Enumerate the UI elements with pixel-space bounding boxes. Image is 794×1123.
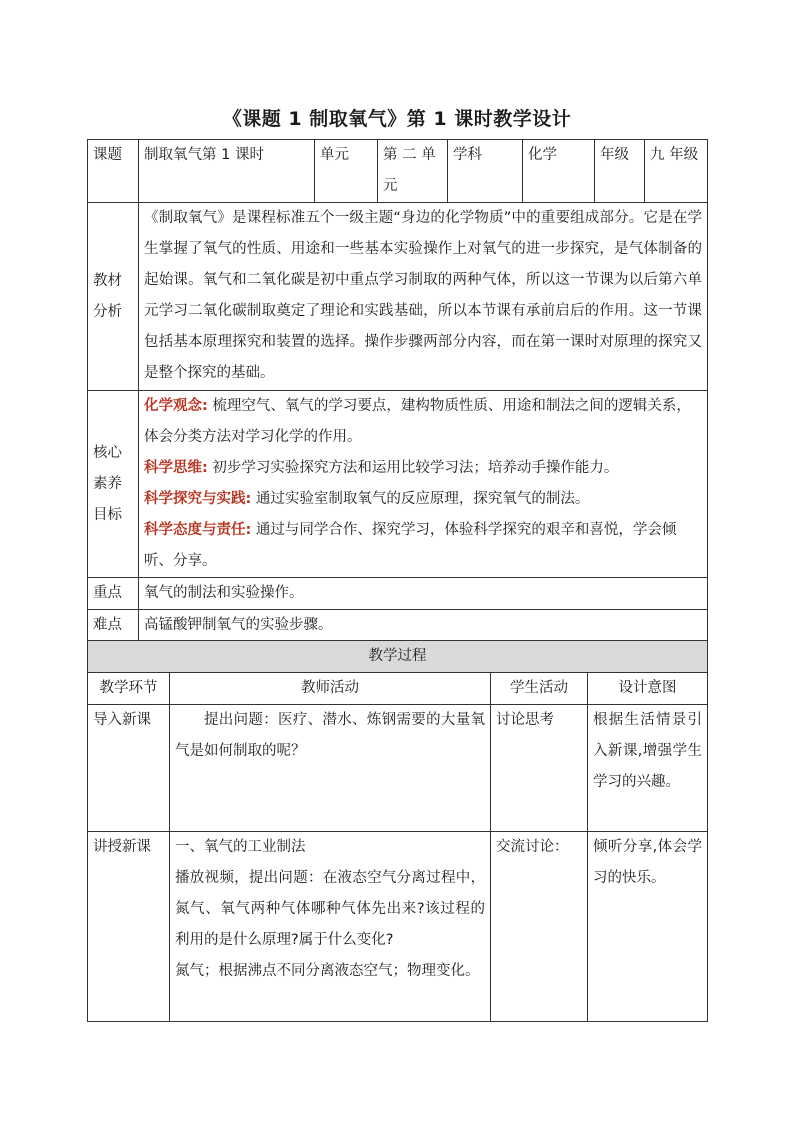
- difficulty-row: [88, 610, 708, 642]
- analysis-row: [88, 203, 708, 391]
- column-header: 设计意图: [588, 673, 708, 705]
- unit-value: 第 二 单元: [378, 140, 448, 203]
- unit-label: 单元: [315, 140, 378, 203]
- process-header-row: [88, 673, 708, 705]
- teacher-line: 氮气；根据沸点不同分离液态空气；物理变化。: [175, 963, 480, 979]
- literacy-goal: [144, 484, 702, 515]
- literacy-goals: [139, 391, 708, 578]
- column-header: 学生活动: [491, 673, 588, 705]
- literacy-goal: [144, 515, 702, 577]
- process-heading: 教学过程: [88, 641, 708, 673]
- key-point-label: 重点: [88, 578, 139, 610]
- key-point-row: [88, 578, 708, 610]
- column-header: 教学环节: [88, 673, 170, 705]
- student-cell: 交流讨论：: [491, 832, 588, 1022]
- analysis-label: 教材分析: [88, 203, 139, 391]
- teacher-line: 播放视频，提出问题：在液态空气分离过程中，氮气、氧气两种气体哪种气体先出来?该过程的利用的是什么原理?属于什么变化?: [175, 870, 485, 948]
- analysis-text: 《制取氧气》是课程标准五个一级主题“身边的化学物质”中的重要组成部分。它是在学生掌握了氧气的性质、用途和一些基本实验操作上对氧气的进一步探究，是气体制备的起始课。氧气和二氧化碳是初中重点学习制取的两种气体，所以这一节课为以后第六单元学习二氧化碳制取奠定了理论和实践基础，所以本节课有承前启后的作用。这一节课包括基本原理探究和装置的选择。操作步骤两部分内容，而在第一课时对原理的探究又是整个探究的基础。: [139, 203, 708, 391]
- table-row: [88, 832, 708, 1022]
- topic-value: 制取氧气第 1 课时: [139, 140, 315, 203]
- intent-cell: 根据生活情景引入新课,增强学生学习的兴趣。: [588, 705, 708, 832]
- info-row: [88, 140, 708, 203]
- difficulty-text: 高锰酸钾制氧气的实验步骤。: [139, 610, 708, 642]
- document-title: 《课题 1 制取氧气》第 1 课时教学设计: [222, 108, 572, 130]
- teacher-cell: [170, 832, 491, 1022]
- literacy-goal: [144, 453, 702, 484]
- process-heading-row: [88, 641, 708, 673]
- stage-cell: 导入新课: [88, 705, 170, 832]
- goal-heading: 科学态度与责任:: [144, 522, 252, 538]
- teaching-process-table: [87, 640, 708, 1022]
- goal-text: 初步学习实验探究方法和运用比较学习法；培养动手操作能力。: [207, 460, 619, 476]
- subject-label: 学科: [448, 140, 523, 203]
- grade-value: 九 年级: [645, 140, 708, 203]
- stage-cell: 讲授新课: [88, 832, 170, 1022]
- difficulty-label: 难点: [88, 610, 139, 642]
- literacy-label: 核心素养目标: [88, 391, 139, 578]
- teacher-line: 一、氧气的工业制法: [175, 839, 306, 855]
- goal-heading: 化学观念:: [144, 398, 208, 414]
- goal-text: 通过与同学合作、探究学习，体验科学探究的艰辛和喜悦，学会倾听、分享。: [144, 522, 677, 569]
- subject-value: 化学: [523, 140, 595, 203]
- key-point-text: 氧气的制法和实验操作。: [139, 578, 708, 610]
- literacy-goal: [144, 391, 702, 453]
- table-row: [88, 705, 708, 832]
- student-cell: 讨论思考: [491, 705, 588, 832]
- goal-text: 梳理空气、氧气的学习要点，建构物质性质、用途和制法之间的逻辑关系，体会分类方法对学习化学的作用。: [144, 398, 691, 445]
- topic-label: 课题: [88, 140, 139, 203]
- literacy-row: [88, 391, 708, 578]
- goal-heading: 科学探究与实践:: [144, 491, 252, 507]
- column-header: 教师活动: [170, 673, 491, 705]
- intent-cell: 倾听分享,体会学习的快乐。: [588, 832, 708, 1022]
- teacher-line: 提出问题：医疗、潜水、炼钢需要的大量氧气是如何制取的呢？: [175, 712, 485, 759]
- teacher-cell: [170, 705, 491, 832]
- grade-label: 年级: [595, 140, 645, 203]
- goal-heading: 科学思维:: [144, 460, 208, 476]
- lesson-info-table: [87, 139, 708, 642]
- goal-text: 通过实验室制取氧气的反应原理，探究氧气的制法。: [251, 491, 590, 507]
